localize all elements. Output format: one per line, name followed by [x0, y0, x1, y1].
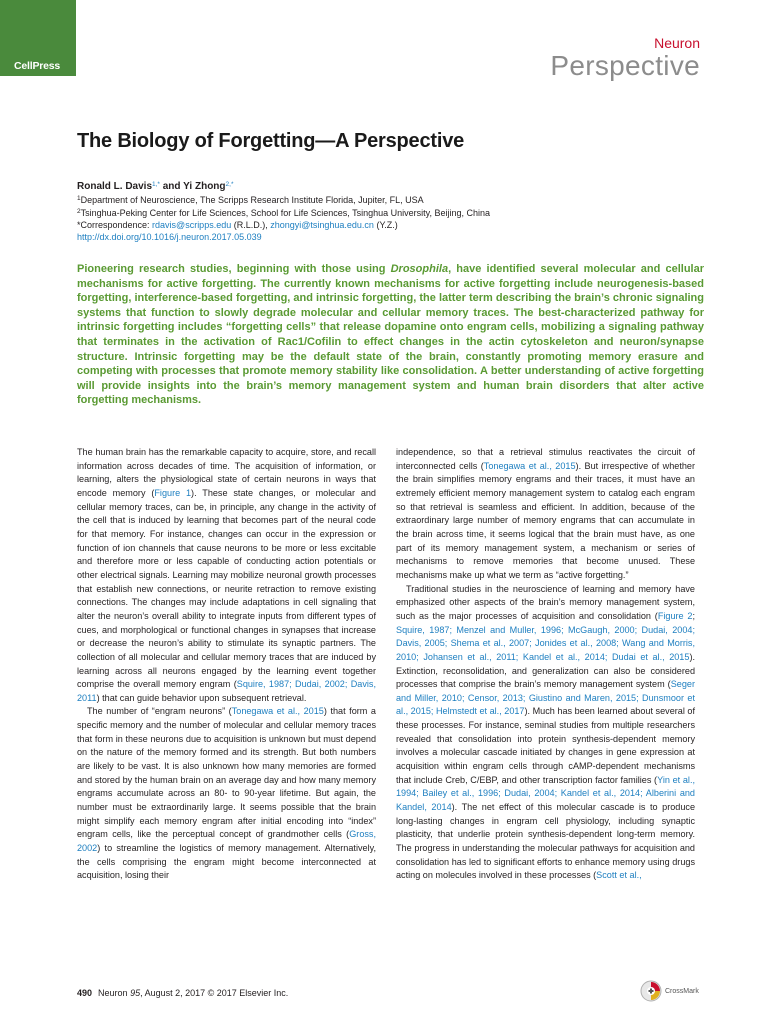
body-column-right — [396, 446, 695, 883]
author-joiner: and — [159, 181, 184, 192]
front-matter — [77, 178, 697, 243]
publisher-name: CellPress — [14, 60, 61, 72]
citation-link[interactable]: Squire, 1987; Dudai, 2002; Davis, 2011 — [77, 679, 376, 703]
crossmark-icon — [640, 980, 662, 1002]
citation-link[interactable]: Tonegawa et al., 2015 — [483, 460, 576, 471]
affiliation: $^1$Department of Neuroscience, The Scripps Research Institute Florida, Jupiter, FL, USA — [77, 195, 424, 205]
text-run: independence, so that a retrieval stimulus reactivates the circuit of interconnected cells ( — [396, 447, 695, 471]
affiliation: $^2$Tsinghua-Peking Center for Life Sciences, School for Life Sciences, Tsinghua University, Beijing, China — [77, 208, 491, 219]
body-paragraph — [396, 583, 695, 883]
correspondence: *Correspondence: rdavis@scripps.edu (R.L.D.), zhongyi@tsinghua.edu.cn (Y.Z.) — [77, 220, 398, 231]
text-run: ). The net effect of this molecular cascade is to produce long-lasting changes in engram cell physiology, including synaptic plasticity, that underlie protein synthesis-dependent long-term memory. The progress in understanding the molecular pathways for acquisition and consolidation has led to significant efforts to enhance memory using drugs acting on molecules involved in these processes ( — [396, 802, 695, 881]
email-link[interactable]: zhongyi@tsinghua.edu.cn — [270, 220, 374, 231]
author-name: Ronald L. Davis — [77, 181, 153, 192]
author-mark: 2,* — [225, 181, 234, 188]
text-run: The number of “engram neurons” ( — [87, 706, 232, 717]
citation-link[interactable]: Figure 1 — [154, 487, 192, 498]
volume: 95 — [130, 988, 141, 998]
email-link[interactable]: rdavis@scripps.edu — [152, 220, 232, 231]
crossmark-label: CrossMark — [665, 987, 699, 995]
text-run: ) that can guide behavior upon subsequent retrieval. — [96, 692, 307, 703]
italic-text: Drosophila — [390, 263, 449, 275]
text-run: ). Much has been learned about several of these processes. For instance, seminal studies from multiple researchers revealed that consolidation into protein synthesis-dependent memory involves a molecular cascade initiated by changes in gene expression at acquisition within engram cells through cAMP-dependent mechanisms that include Creb, C/EBP, and other transcription factor families ( — [396, 706, 695, 785]
journal-name: Neuron — [654, 35, 700, 51]
text-run: , have identified several molecular and cellular mechanisms for active forgetting. The currently known mechanisms for active forgetting include neurogenesis-based forgetting, interference-based forgetting, and intrinsic forgetting, the latter term describing the brain’s chronic signaling systems that function to slowly degrade molecular and cellular memory traces. The best-characterized pathway for intrinsic forgetting includes “forgetting cells” that release dopamine onto engram cells, mobilizing a signaling pathway that terminates in the activation of Rac1/Cofilin to effect changes in the actin cytoskeleton and neuron/synapse structure. Intrinsic forgetting may be the default state of the brain, constantly promoting memory erasure and competing with processes that promote memory stability like consolidation. A better understanding of active forgetting will provide insights into the brain’s memory management system and human brain disorders that alter active forgetting mechanisms. — [77, 263, 704, 407]
body-paragraph — [77, 705, 376, 883]
body-paragraph — [77, 446, 376, 705]
body-paragraph — [396, 446, 695, 583]
page-number: 490 — [77, 988, 93, 998]
citation-link[interactable]: Yin et al., 1994; Bailey et al., 1996; Dudai, 2004; Kandel et al., 2014; Alberini and Kandel, 2014 — [396, 774, 695, 813]
author-name: Yi Zhong — [183, 181, 226, 192]
author-mark: 1,* — [152, 181, 160, 188]
text-run: Pioneering research studies, beginning with those using — [77, 263, 391, 275]
publisher-logo-text — [14, 60, 60, 72]
abstract — [77, 262, 704, 408]
text-run: ) that form a specific memory and the number of molecular and cellular memory traces that form in these neurons due to acquisition is unknown but must depend on the nature of the memory formed and its strength. But both numbers are likely to be vast. It is also unknown how many memories are formed and stored by the human brain on an average day and how many memory engrams accumulate across an 80- to 90-year lifetime. But again, the number must be extraordinarily large. It seems possible that the brain might simplify each memory engram after initial encoding into “index” engram cells, like the perceptual concept of grandmother cells ( — [77, 706, 376, 840]
author-line — [77, 178, 697, 193]
doi-link[interactable]: http://dx.doi.org/10.1016/j.neuron.2017.05.039 — [77, 232, 262, 243]
text-run: ). These state changes, or molecular and cellular memory traces, can be, in principle, any change in the activity of the cell that is induced by learning that becomes part of the neural code for that memory. For instance, changes can occur in the expression or function of ion channels that cause neurons to be more or less excitable and therefore more or less capable of conducting action potentials or other electrical signals. Learning may mobilize neuronal growth processes that establish new connections, or neurite retraction to remove existing connections. The changes may include adaptations in cell signaling that alter the neuron’s overall ability to integrate inputs from different types of cues, and morphological or functional changes in synapses that increase or decrease the neuron’s ability to stimulate its synaptic partners. The collection of all molecular and cellular memory traces that are induced by learning across all neurons engaged by the learning event together comprise the overall memory engram ( — [77, 487, 376, 690]
article-title: The Biology of Forgetting—A Perspective — [77, 130, 465, 152]
crossmark-badge[interactable] — [640, 980, 699, 1002]
text-run: ) to streamline the logistics of memory management. Alternatively, the cells comprising the engram might become interconnected at acquisition, losing their — [77, 843, 376, 881]
page-footer: 490 Neuron 95, August 2, 2017 © 2017 Elsevier Inc. — [77, 988, 289, 998]
citation-link[interactable]: Tonegawa et al., 2015 — [231, 706, 324, 717]
text-run: Traditional studies in the neuroscience of learning and memory have emphasized other aspects of the brain’s memory management system, such as the major processes of acquisition and consolidation ( — [396, 583, 695, 621]
section-label: Perspective — [550, 50, 700, 81]
text-run: ). But irrespective of whether the brain simplifies memory engrams and their traces, it must have an extremely efficient memory management system to catalog each engram so that retrieval is seamless and efficient. In addition, because of the extraordinary large number of memory engrams that can accumulate in the brain across time, it seems logical that the brain must have, as one part of its memory management system, a mechanism or series of mechanisms to remove memories that become unused. These mechanisms make up what we term as “active forgetting.” — [396, 460, 695, 580]
citation-link[interactable]: Gross, 2002 — [77, 829, 376, 854]
text-run: The human brain has the remarkable capacity to acquire, store, and recall information across decades of time. The acquisition of information, or learning, alters the physiological state of certain neurons in ways that encode memory ( — [77, 447, 376, 498]
citation-link[interactable]: Seger and Miller, 2010; Censor, 2013; Giustino and Maren, 2015; Dunsmoor et al., 2015; Helmstedt et al., 2017 — [396, 679, 695, 717]
body-column-left — [77, 446, 376, 883]
citation-link[interactable]: Scott et al., — [596, 870, 642, 881]
text-run: ). Extinction, reconsolidation, and generalization can also be considered processes that comprise the brain’s memory management system ( — [396, 651, 695, 690]
citation-link[interactable]: Squire, 1987; Menzel and Muller, 1996; McGaugh, 2000; Dudai, 2004; Davis, 2005; Shema et al., 2007; Jonides et al., 2008; Wang and Morris, 2010; Johansen et al., 2011; Kandel et al., 2014; Dudai et al., 2015 — [396, 624, 695, 662]
publisher-logo — [0, 0, 76, 76]
citation-link[interactable]: Figure 2 — [657, 610, 693, 621]
text-run: ; — [692, 610, 695, 621]
